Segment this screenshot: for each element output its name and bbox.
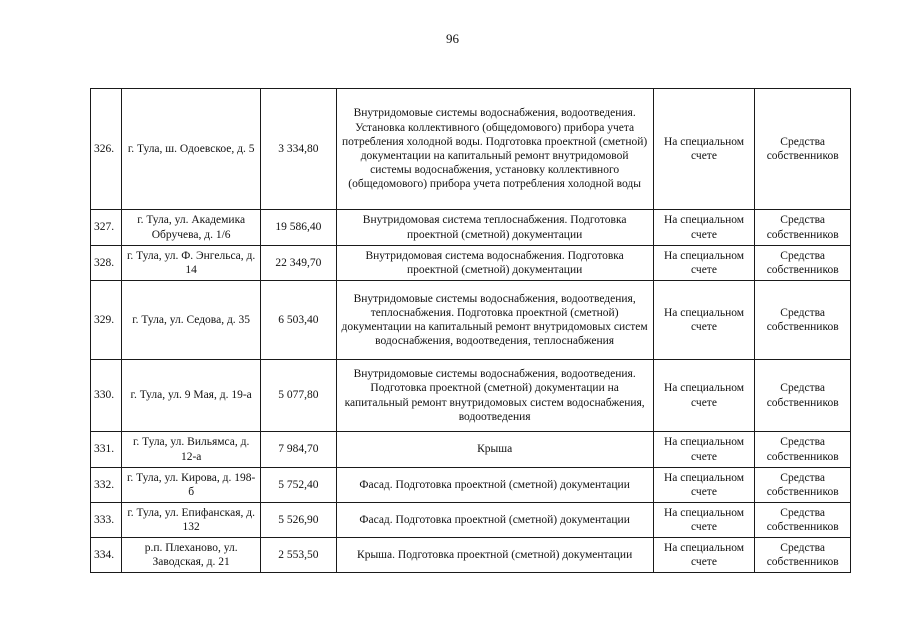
address-cell: г. Тула, ш. Одоевское, д. 5 xyxy=(122,89,261,210)
cost-cell: 2 553,50 xyxy=(261,538,336,573)
funding-cell: Средства собственников xyxy=(755,468,851,503)
cost-cell: 5 077,80 xyxy=(261,360,336,432)
repair-registry-table xyxy=(90,88,851,573)
work-type-cell: Фасад. Подготовка проектной (сметной) документации xyxy=(336,468,653,503)
cost-cell: 3 334,80 xyxy=(261,89,336,210)
account-cell: На специальном счете xyxy=(653,210,755,246)
address-cell: г. Тула, ул. Кирова, д. 198-б xyxy=(122,468,261,503)
funding-cell: Средства собственников xyxy=(755,246,851,281)
work-type-cell: Внутридомовая система теплоснабжения. Подготовка проектной (сметной) документации xyxy=(336,210,653,246)
row-number-cell: 328. xyxy=(91,246,122,281)
table-row xyxy=(91,360,851,432)
funding-cell: Средства собственников xyxy=(755,210,851,246)
funding-cell: Средства собственников xyxy=(755,89,851,210)
row-number-cell: 330. xyxy=(91,360,122,432)
work-type-cell: Внутридомовые системы водоснабжения, водоотведения. Установка коллективного (общедомового) прибора учета потребления холодной воды. Подготовка проектной (сметной) документации на капитальный ремонт внутридомовой системы водоснабжения, установку коллективного (общедомового) прибора учета потребления холодной воды xyxy=(336,89,653,210)
row-number-cell: 327. xyxy=(91,210,122,246)
funding-cell: Средства собственников xyxy=(755,503,851,538)
table-row xyxy=(91,281,851,360)
address-cell: г. Тула, ул. Академика Обручева, д. 1/6 xyxy=(122,210,261,246)
work-type-cell: Внутридомовая система водоснабжения. Подготовка проектной (сметной) документации xyxy=(336,246,653,281)
row-number-cell: 333. xyxy=(91,503,122,538)
work-type-cell: Фасад. Подготовка проектной (сметной) документации xyxy=(336,503,653,538)
table-row xyxy=(91,210,851,246)
cost-cell: 22 349,70 xyxy=(261,246,336,281)
row-number-cell: 332. xyxy=(91,468,122,503)
funding-cell: Средства собственников xyxy=(755,360,851,432)
address-cell: г. Тула, ул. Седова, д. 35 xyxy=(122,281,261,360)
cost-cell: 5 752,40 xyxy=(261,468,336,503)
address-cell: г. Тула, ул. Епифанская, д. 132 xyxy=(122,503,261,538)
row-number-cell: 326. xyxy=(91,89,122,210)
account-cell: На специальном счете xyxy=(653,89,755,210)
account-cell: На специальном счете xyxy=(653,246,755,281)
account-cell: На специальном счете xyxy=(653,281,755,360)
account-cell: На специальном счете xyxy=(653,538,755,573)
account-cell: На специальном счете xyxy=(653,360,755,432)
cost-cell: 5 526,90 xyxy=(261,503,336,538)
table-row xyxy=(91,503,851,538)
table-row xyxy=(91,468,851,503)
row-number-cell: 329. xyxy=(91,281,122,360)
account-cell: На специальном счете xyxy=(653,432,755,468)
cost-cell: 6 503,40 xyxy=(261,281,336,360)
address-cell: г. Тула, ул. 9 Мая, д. 19-а xyxy=(122,360,261,432)
table-row xyxy=(91,89,851,210)
work-type-cell: Крыша. Подготовка проектной (сметной) документации xyxy=(336,538,653,573)
row-number-cell: 334. xyxy=(91,538,122,573)
cost-cell: 19 586,40 xyxy=(261,210,336,246)
funding-cell: Средства собственников xyxy=(755,432,851,468)
work-type-cell: Внутридомовые системы водоснабжения, водоотведения, теплоснабжения. Подготовка проектной (сметной) документации на капитальный ремонт внутридомовых систем водоснабжения, водоотведения, теплоснабжения xyxy=(336,281,653,360)
account-cell: На специальном счете xyxy=(653,468,755,503)
cost-cell: 7 984,70 xyxy=(261,432,336,468)
address-cell: г. Тула, ул. Ф. Энгельса, д. 14 xyxy=(122,246,261,281)
page-number: 96 xyxy=(446,31,459,46)
table-row xyxy=(91,432,851,468)
table-row xyxy=(91,538,851,573)
funding-cell: Средства собственников xyxy=(755,538,851,573)
row-number-cell: 331. xyxy=(91,432,122,468)
funding-cell: Средства собственников xyxy=(755,281,851,360)
address-cell: г. Тула, ул. Вильямса, д. 12-а xyxy=(122,432,261,468)
work-type-cell: Внутридомовые системы водоснабжения, водоотведения. Подготовка проектной (сметной) документации на капитальный ремонт внутридомовых систем водоснабжения, водоотведения xyxy=(336,360,653,432)
address-cell: р.п. Плеханово, ул. Заводская, д. 21 xyxy=(122,538,261,573)
work-type-cell: Крыша xyxy=(336,432,653,468)
table-row xyxy=(91,246,851,281)
account-cell: На специальном счете xyxy=(653,503,755,538)
